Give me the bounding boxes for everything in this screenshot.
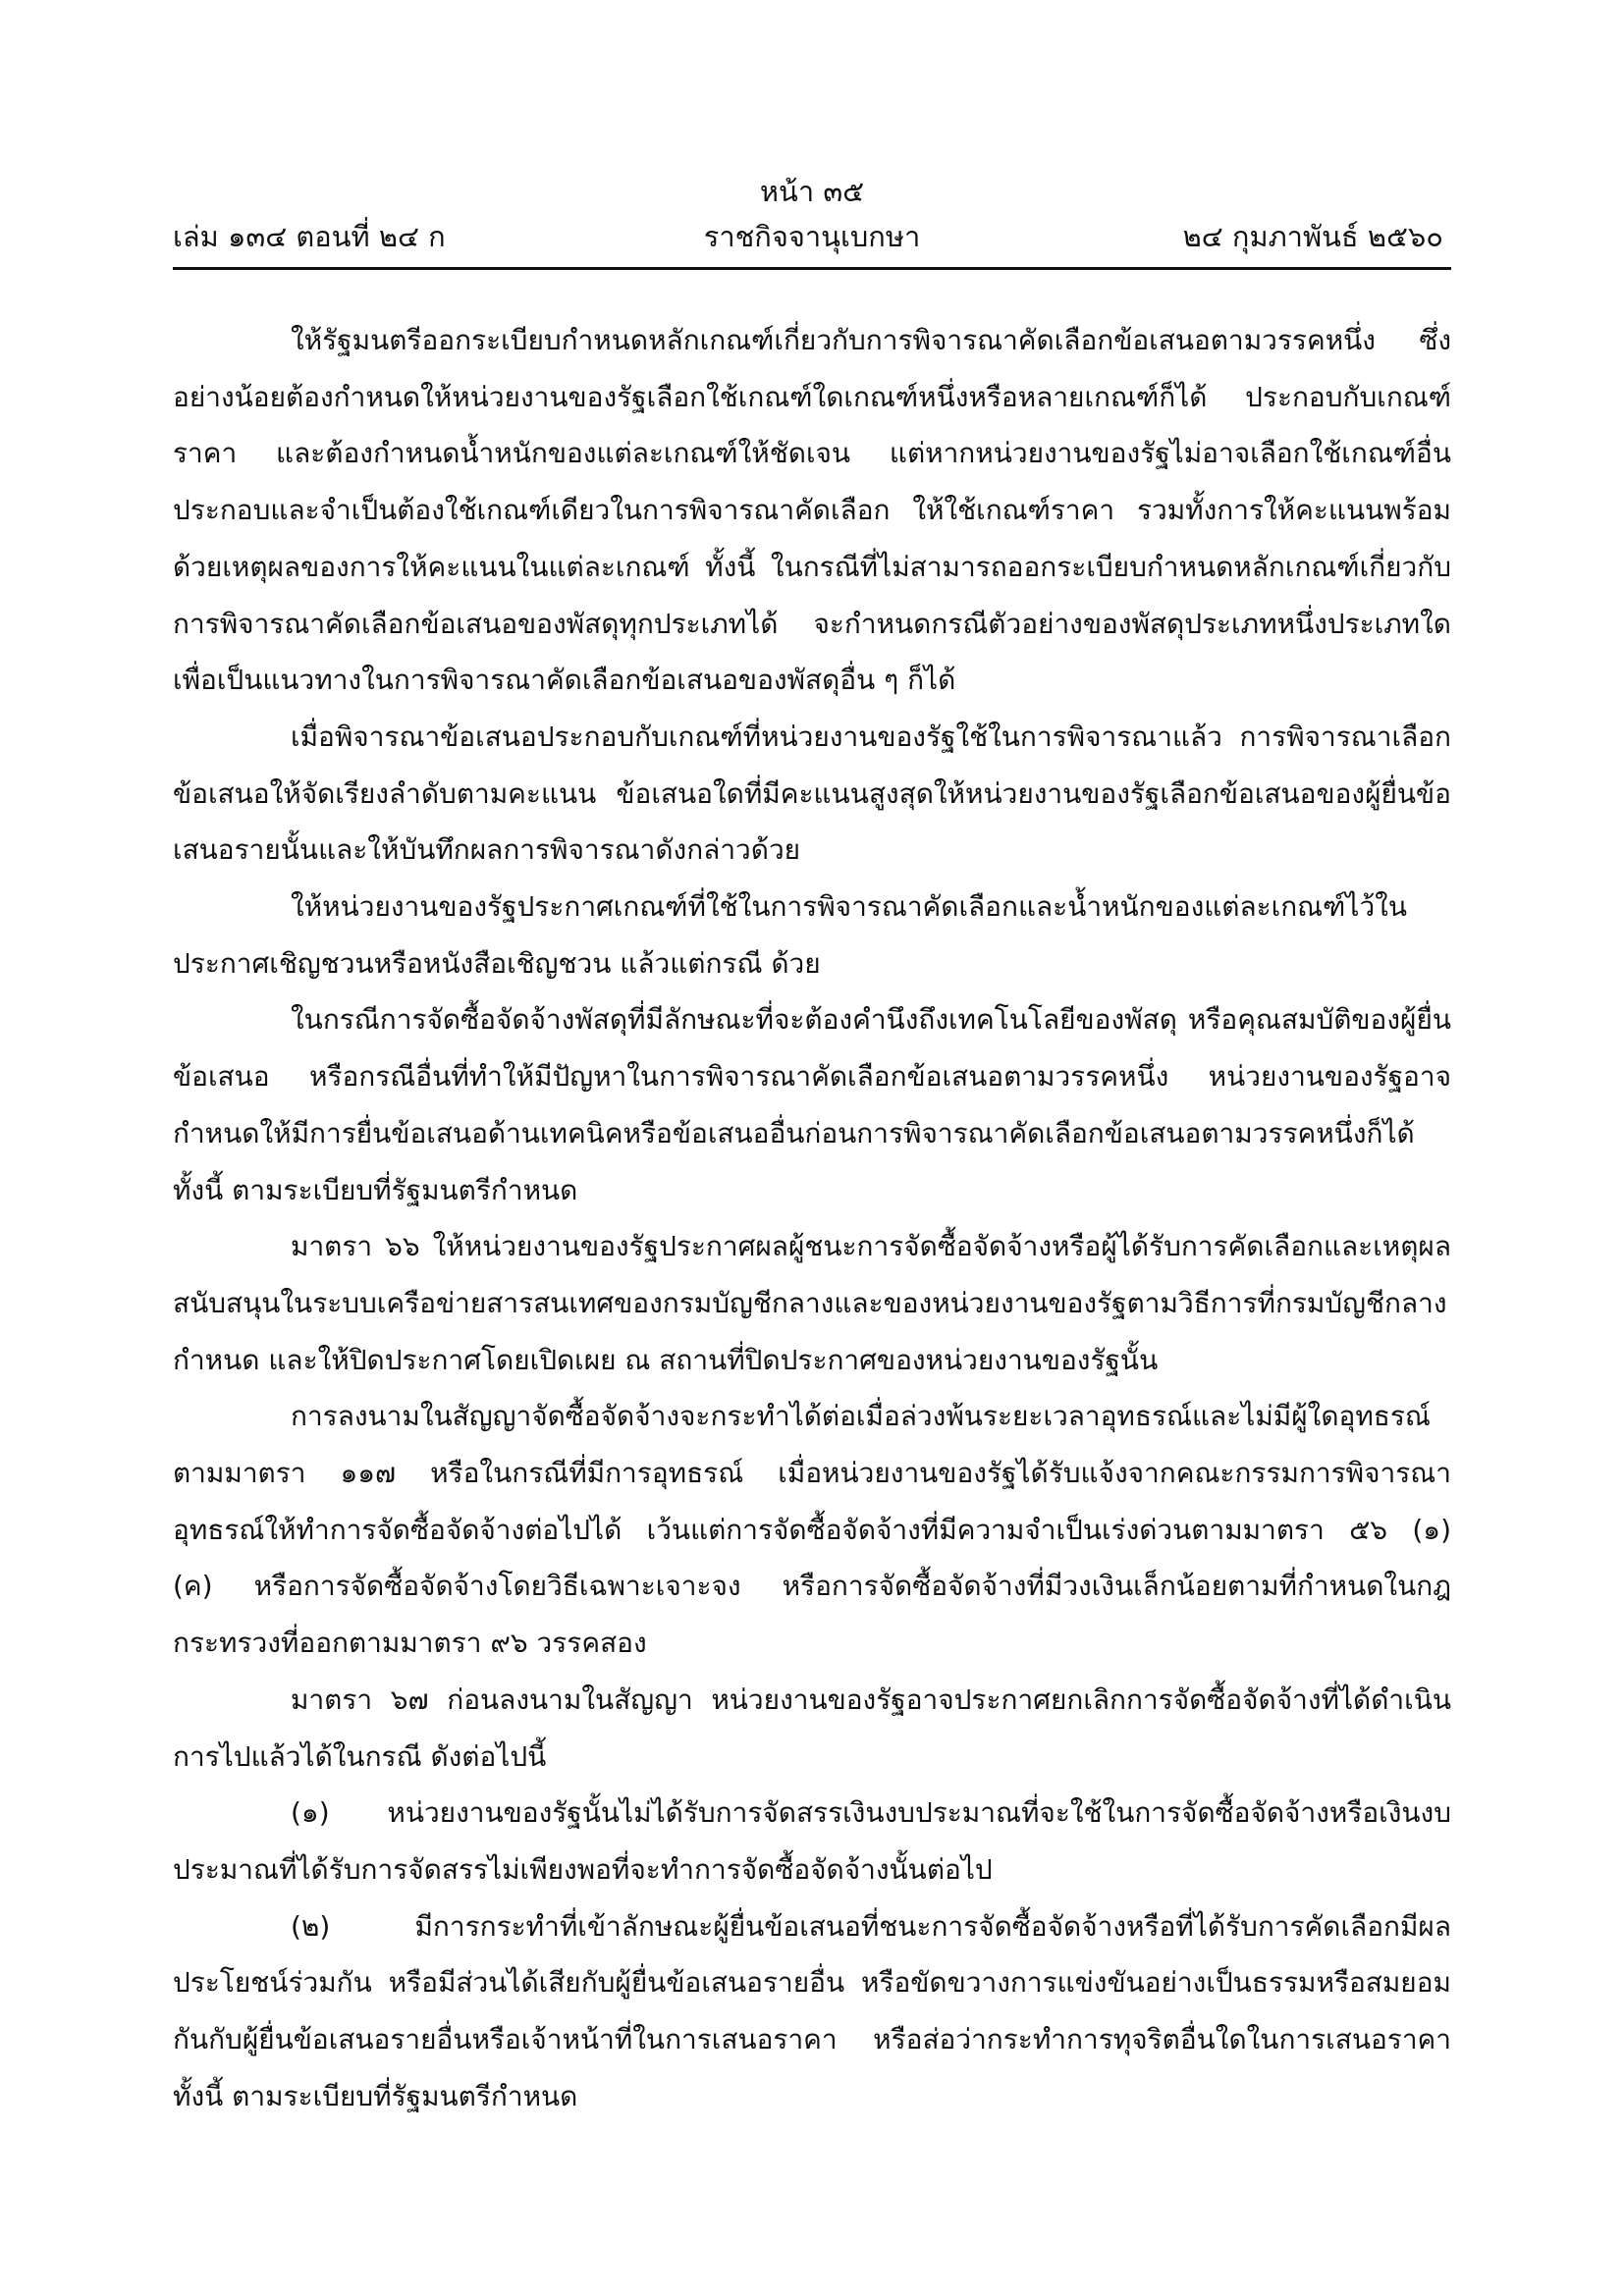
paragraph: ในกรณีการจัดซื้อจัดจ้างพัสดุที่มีลักษณะที่จะต้องคำนึงถึงเทคโนโลยีของพัสดุ หรือคุณสมบัติของผู้ยื่นข้อเสนอ หรือกรณีอื่นที่ทำให้มีปัญหาในการพิจารณาคัดเลือกข้อเสนอตามวรรคหนึ่ง หน่วยงานของรัฐอาจกำหนดให้มีการยื่นข้อเสนอด้านเทคนิคหรือข้อเสนออื่นก่อนการพิจารณาคัดเลือกข้อเสนอตามวรรคหนึ่งก็ได้ ทั้งนี้ ตามระเบียบที่รัฐมนตรีกำหนด	[173, 1003, 1451, 1206]
publication-date: ๒๔ กุมภาพันธ์ ๒๕๖๐	[1182, 220, 1443, 253]
paragraph: เมื่อพิจารณาข้อเสนอประกอบกับเกณฑ์ที่หน่วยงานของรัฐใช้ในการพิจารณาแล้ว การพิจารณาเลือกข้อเสนอให้จัดเรียงลำดับตามคะแนน ข้อเสนอใดที่มีคะแนนสูงสุดให้หน่วยงานของรัฐเลือกข้อเสนอของผู้ยื่นข้อเสนอรายนั้นและให้บันทึกผลการพิจารณาดังกล่าวด้วย	[173, 720, 1451, 867]
section-66: มาตรา ๖๖ ให้หน่วยงานของรัฐประกาศผลผู้ชนะการจัดซื้อจัดจ้างหรือผู้ได้รับการคัดเลือกและเหตุผลสนับสนุนในระบบเครือข่ายสารสนเทศของกรมบัญชีกลางและของหน่วยงานของรัฐตามวิธีการที่กรมบัญชีกลางกำหนด และให้ปิดประกาศโดยเปิดเผย ณ สถานที่ปิดประกาศของหน่วยงานของรัฐนั้น	[173, 1230, 1451, 1376]
paragraph: ให้หน่วยงานของรัฐประกาศเกณฑ์ที่ใช้ในการพิจารณาคัดเลือกและน้ำหนักของแต่ละเกณฑ์ไว้ในประกาศเชิญชวนหรือหนังสือเชิญชวน แล้วแต่กรณี ด้วย	[173, 890, 1408, 980]
paragraph: ให้รัฐมนตรีออกระเบียบกำหนดหลักเกณฑ์เกี่ยวกับการพิจารณาคัดเลือกข้อเสนอตามวรรคหนึ่ง ซึ่งอย่างน้อยต้องกำหนดให้หน่วยงานของรัฐเลือกใช้เกณฑ์ใดเกณฑ์หนึ่งหรือหลายเกณฑ์ก็ได้ ประกอบกับเกณฑ์ราคา และต้องกำหนดน้ำหนักของแต่ละเกณฑ์ให้ชัดเจน แต่หากหน่วยงานของรัฐไม่อาจเลือกใช้เกณฑ์อื่นประกอบและจำเป็นต้องใช้เกณฑ์เดียวในการพิจารณาคัดเลือก ให้ใช้เกณฑ์ราคา รวมทั้งการให้คะแนนพร้อมด้วยเหตุผลของการให้คะแนนในแต่ละเกณฑ์ ทั้งนี้ ในกรณีที่ไม่สามารถออกระเบียบกำหนดหลักเกณฑ์เกี่ยวกับการพิจารณาคัดเลือกข้อเสนอของพัสดุทุกประเภทได้ จะกำหนดกรณีตัวอย่างของพัสดุประเภทหนึ่งประเภทใดเพื่อเป็นแนวทางในการพิจารณาคัดเลือกข้อเสนอของพัสดุอื่น ๆ ก็ได้	[173, 324, 1451, 697]
section-67: มาตรา ๖๗ ก่อนลงนามในสัญญา หน่วยงานของรัฐอาจประกาศยกเลิกการจัดซื้อจัดจ้างที่ได้ดำเนินการไปแล้วได้ในกรณี ดังต่อไปนี้	[173, 1682, 1451, 1773]
list-item-2: (๒) มีการกระทำที่เข้าลักษณะผู้ยื่นข้อเสนอที่ชนะการจัดซื้อจัดจ้างหรือที่ได้รับการคัดเลือกมีผลประโยชน์ร่วมกัน หรือมีส่วนได้เสียกับผู้ยื่นข้อเสนอรายอื่น หรือขัดขวางการแข่งขันอย่างเป็นธรรมหรือสมยอมกันกับผู้ยื่นข้อเสนอรายอื่นหรือเจ้าหน้าที่ในการเสนอราคา หรือส่อว่ากระทำการทุจริตอื่นใดในการเสนอราคา ทั้งนี้ ตามระเบียบที่รัฐมนตรีกำหนด	[173, 1909, 1451, 2112]
list-item-1: (๑) หน่วยงานของรัฐนั้นไม่ได้รับการจัดสรรเงินงบประมาณที่จะใช้ในการจัดซื้อจัดจ้างหรือเงินงบประมาณที่ได้รับการจัดสรรไม่เพียงพอที่จะทำการจัดซื้อจัดจ้างนั้นต่อไป	[173, 1796, 1451, 1886]
paragraph: การลงนามในสัญญาจัดซื้อจัดจ้างจะกระทำได้ต่อเมื่อล่วงพ้นระยะเวลาอุทธรณ์และไม่มีผู้ใดอุทธรณ์ตามมาตรา ๑๑๗ หรือในกรณีที่มีการอุทธรณ์ เมื่อหน่วยงานของรัฐได้รับแจ้งจากคณะกรรมการพิจารณาอุทธรณ์ให้ทำการจัดซื้อจัดจ้างต่อไปได้ เว้นแต่การจัดซื้อจัดจ้างที่มีความจำเป็นเร่งด่วนตามมาตรา ๕๖ (๑) (ค) หรือการจัดซื้อจัดจ้างโดยวิธีเฉพาะเจาะจง หรือการจัดซื้อจัดจ้างที่มีวงเงินเล็กน้อยตามที่กำหนดในกฎกระทรวงที่ออกตามมาตรา ๙๖ วรรคสอง	[173, 1400, 1451, 1660]
header-rule	[173, 267, 1451, 270]
publication-title: ราชกิจจานุเบกษา	[703, 220, 921, 253]
volume-issue: เล่ม ๑๓๔ ตอนที่ ๒๔ ก	[173, 220, 446, 253]
page-number: หน้า ๓๕	[759, 175, 865, 208]
body-text	[173, 312, 1451, 2125]
